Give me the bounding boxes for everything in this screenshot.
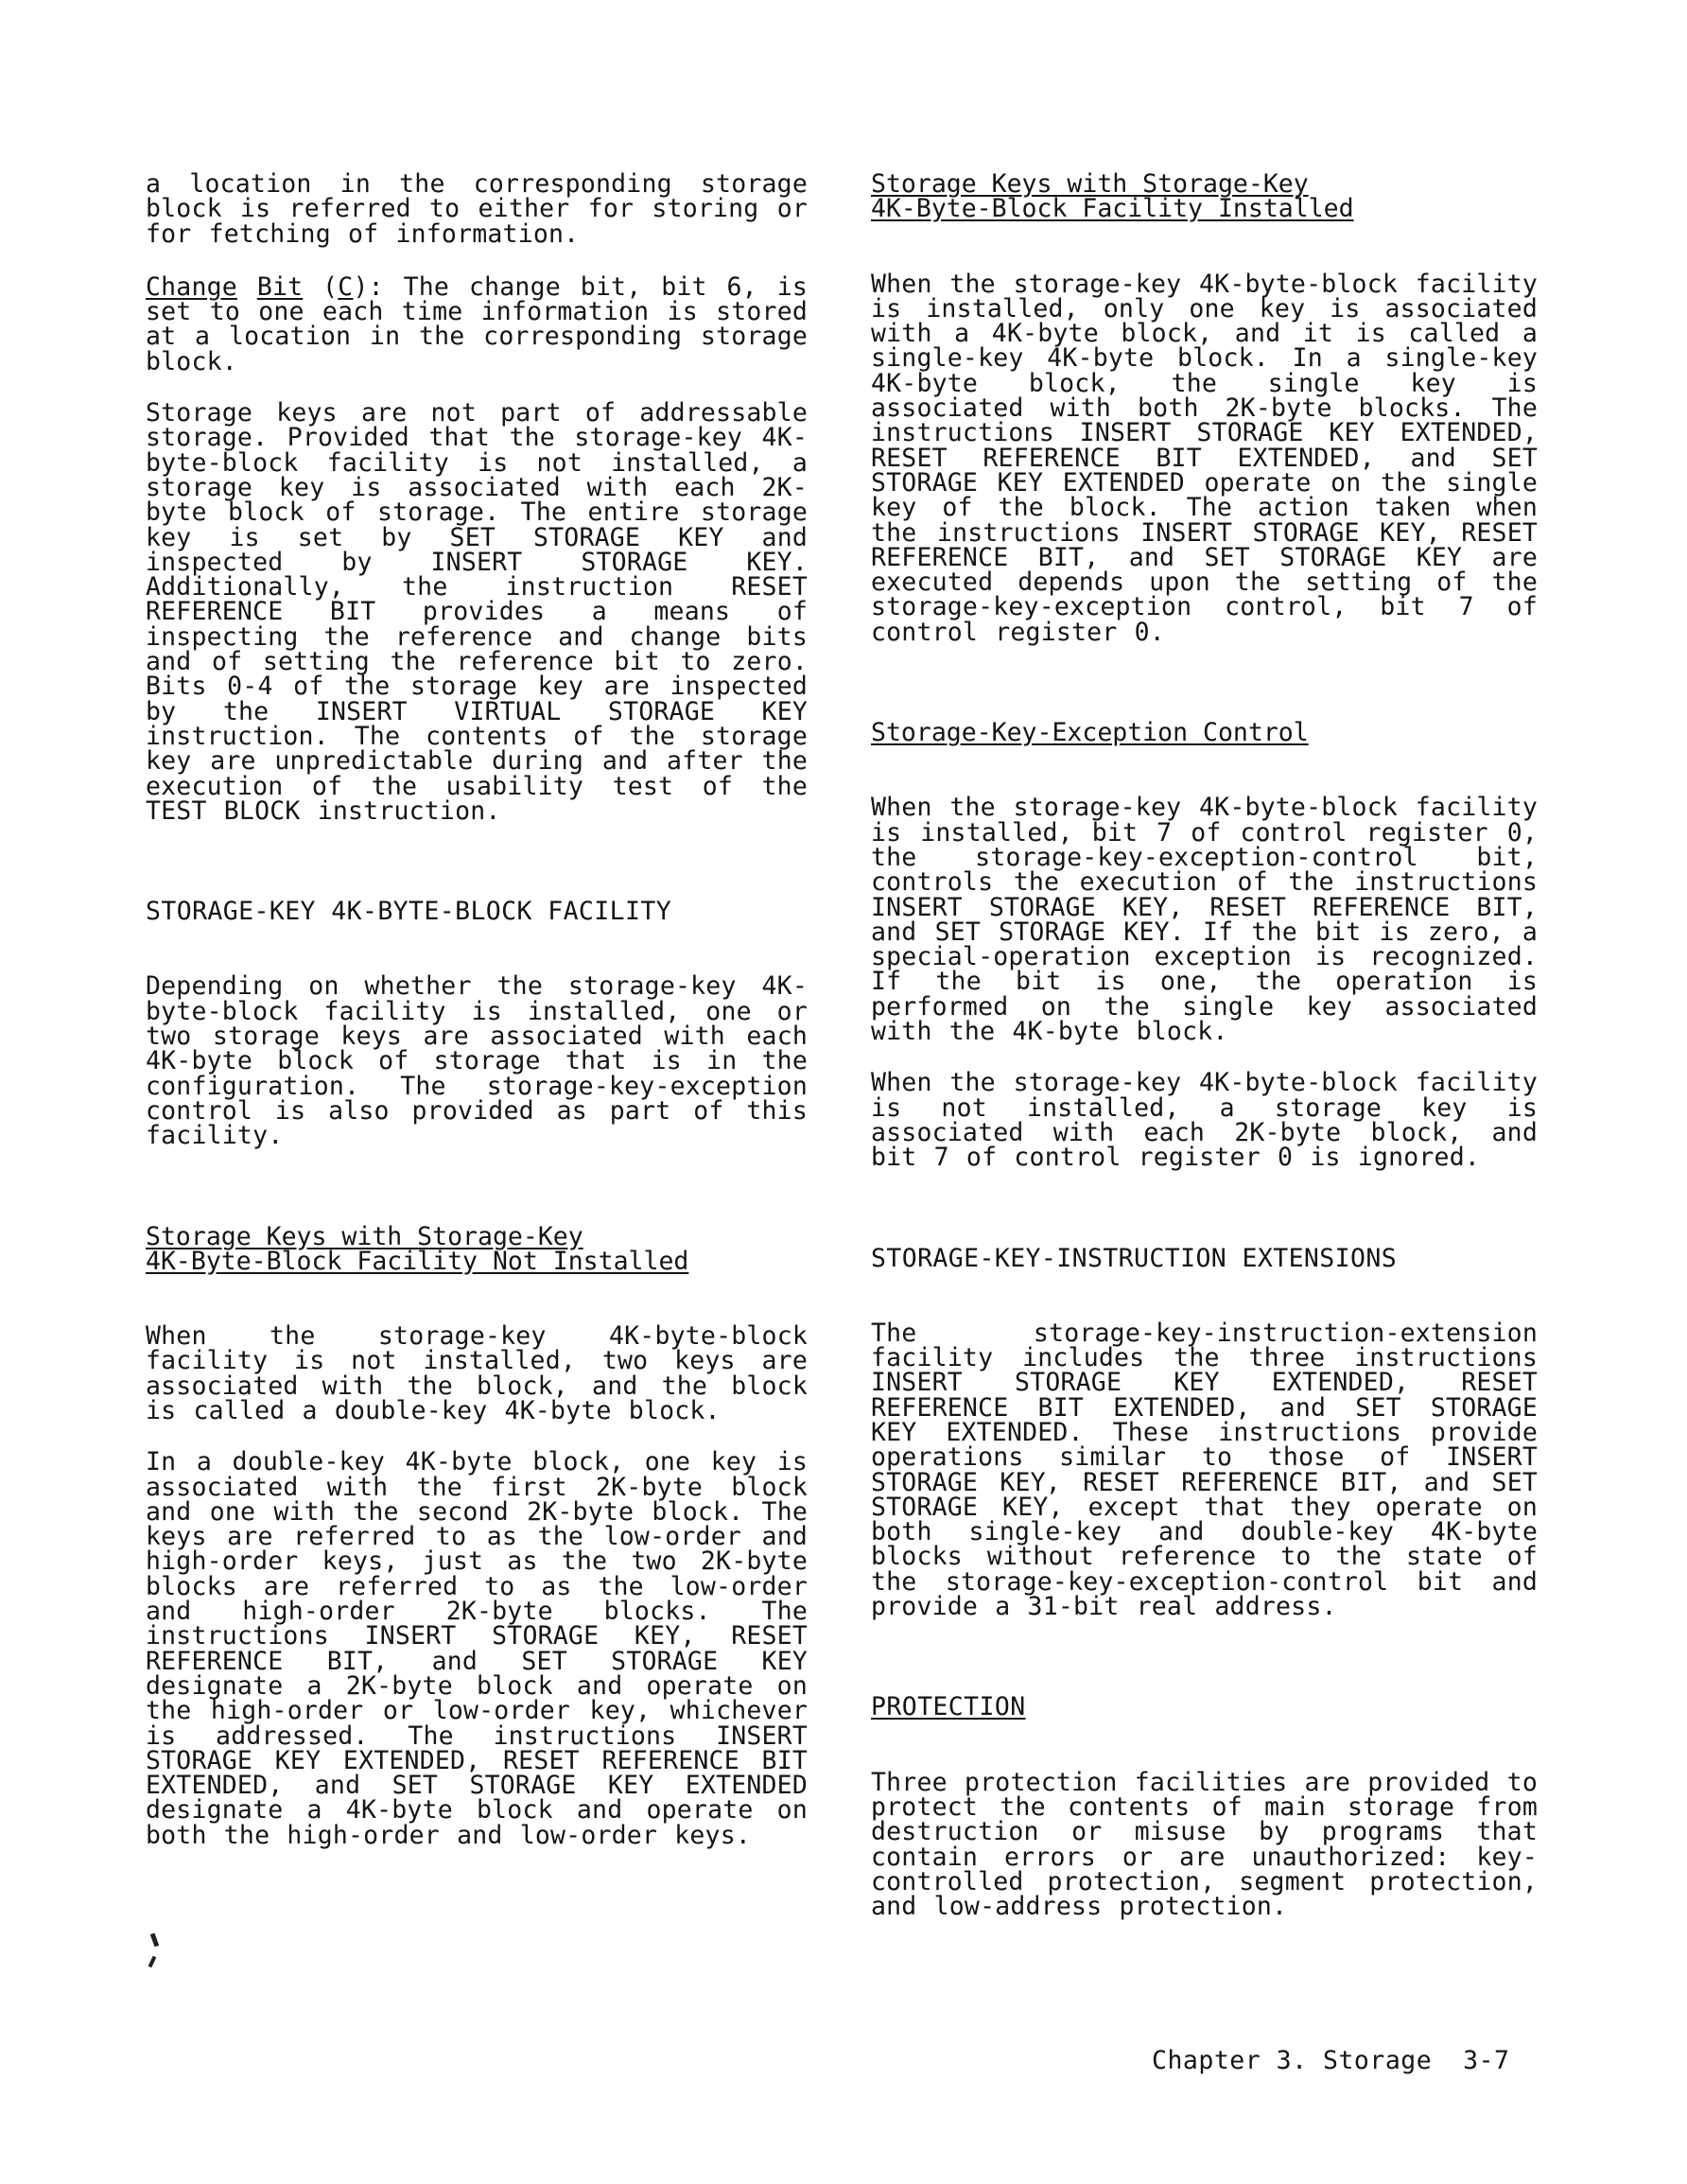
section-heading: STORAGE-KEY-INSTRUCTION EXTENSIONS <box>871 1243 1398 1273</box>
subheading-line: Storage Keys with Storage-Key <box>146 1221 583 1251</box>
term-change: Change <box>146 271 237 302</box>
subsection-heading <box>871 169 1538 224</box>
section-heading: PROTECTION <box>871 1692 1026 1722</box>
section-heading: STORAGE-KEY 4K-BYTE-BLOCK FACILITY <box>146 897 672 927</box>
right-column <box>871 169 1538 1946</box>
paragraph: Depending on whether the storage-key 4K-byte-block facility is installed, one or two storage keys are associated with each 4K-byte block of storage that is in the configuration. The storage-key-exception control is also provided as part of this facility. <box>146 971 808 1151</box>
subsection-heading: Storage-Key-Exception Control <box>871 718 1309 748</box>
paragraph: When the storage-key 4K-byte-block facility is installed, only one key is associated with a 4K-byte block, and it is called a single-key 4K-byte block. In a single-key 4K-byte block, the single key is associated with both 2K-byte blocks. The instructions INSERT STORAGE KEY EXTENDED, RESET REFERENCE BIT EXTENDED, and SET STORAGE KEY EXTENDED operate on the single key of the block. The action taken when the instructions INSERT STORAGE KEY, RESET REFERENCE BIT, and SET STORAGE KEY are executed depends upon the setting of the storage-key-exception control, bit 7 of control register 0. <box>871 269 1538 647</box>
scan-mark <box>150 1933 159 1948</box>
paragraph: When the storage-key 4K-byte-block facility is not installed, a storage key is associated with each 2K-byte block, and bit 7 of control register 0 is ignored. <box>871 1068 1538 1173</box>
term-bit: Bit <box>256 271 304 302</box>
change-bit-paragraph: Change Bit (C): The change bit, bit 6, is set to one each time information is stored at a location in the corresponding storage block. <box>146 271 809 376</box>
subheading-line: 4K-Byte-Block Facility Not Installed <box>146 1246 689 1276</box>
paragraph: In a double-key 4K-byte block, one key is associated with the first 2K-byte block and one with the second 2K-byte block. The keys are referred to as the low-order and high-order keys, just as the two 2K-byte blocks are referred to as the low-order and high-order 2K-byte blocks. The instructions INSERT STORAGE KEY, RESET REFERENCE BIT, and SET STORAGE KEY designate a 2K-byte block and operate on the high-order or low-order key, whichever is addressed. The instructions INSERT STORAGE KEY EXTENDED, RESET REFERENCE BIT EXTENDED, and SET STORAGE KEY EXTENDED designate a 4K-byte block and operate on both the high-order and low-order keys. <box>146 1447 808 1850</box>
subsection-heading <box>146 1221 808 1276</box>
page-footer: Chapter 3. Storage 3-7 <box>1152 2046 1510 2075</box>
scan-mark <box>148 1956 157 1968</box>
paragraph: Storage keys are not part of addressable storage. Provided that the storage-key 4K-byte-block facility is not installed, a storage key is associated with each 2K-byte block of storage. The entire storage key is set by SET STORAGE KEY and inspected by INSERT STORAGE KEY. Additionally, the instruction RESET REFERENCE BIT provides a means of inspecting the reference and change bits and of setting the reference bit to zero. Bits 0-4 of the storage key are inspected by the INSERT VIRTUAL STORAGE KEY instruction. The contents of the storage key are unpredictable during and after the execution of the usability test of the TEST BLOCK instruction. <box>146 398 808 826</box>
change-bit-text: The change bit, bit 6, is set to one each time information is stored at a location in the corresponding storage block. <box>146 271 809 376</box>
paragraph: a location in the corresponding storage block is referred to either for storing or for fetching of information. <box>146 169 808 249</box>
paragraph: Three protection facilities are provided to protect the contents of main storage from destruction or misuse by programs that contain errors or are unauthorized: key-controlled protection, segment protection, and low-address protection. <box>871 1767 1538 1922</box>
paragraph: The storage-key-instruction-extension facility includes the three instructions INSERT STORAGE KEY EXTENDED, RESET REFERENCE BIT EXTENDED, and SET STORAGE KEY EXTENDED. These instructions provide operations similar to those of INSERT STORAGE KEY, RESET REFERENCE BIT, and SET STORAGE KEY, except that they operate on both single-key and double-key 4K-byte blocks without reference to the state of the storage-key-exception-control bit and provide a 31-bit real address. <box>871 1318 1538 1622</box>
term-c: C <box>338 271 354 302</box>
subheading-line: 4K-Byte-Block Facility Installed <box>871 194 1354 224</box>
paragraph: When the storage-key 4K-byte-block facility is not installed, two keys are associated with the block, and the block is called a double-key 4K-byte block. <box>146 1321 808 1425</box>
subheading-line: Storage Keys with Storage-Key <box>871 169 1309 199</box>
left-column <box>146 169 809 1875</box>
paragraph: When the storage-key 4K-byte-block facility is installed, bit 7 of control register 0, the storage-key-exception-control bit, controls the execution of the instructions INSERT STORAGE KEY, RESET REFERENCE BIT, and SET STORAGE KEY. If the bit is zero, a special-operation exception is recognized. If the bit is one, the operation is performed on the single key associated with the 4K-byte block. <box>871 793 1538 1047</box>
